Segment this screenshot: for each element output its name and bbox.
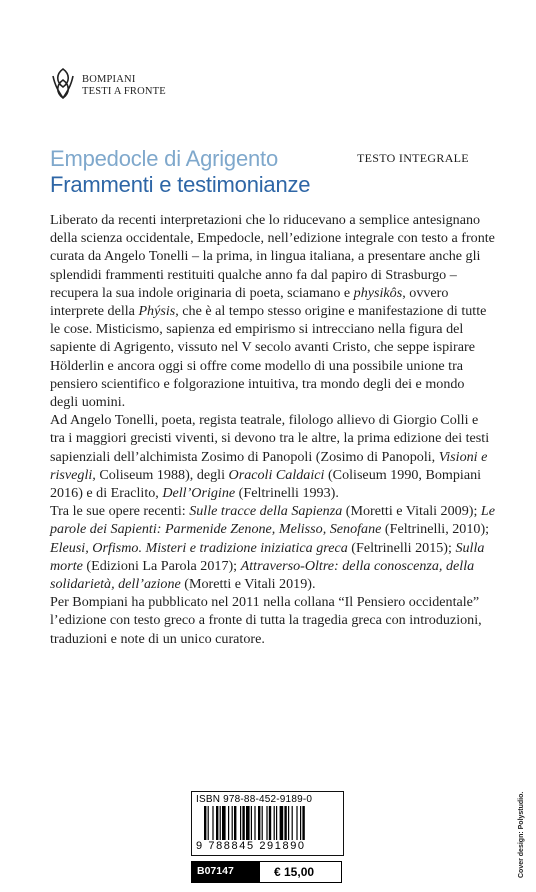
publisher-imprint (82, 74, 166, 98)
text-run: (Edizioni La Parola 2017); (82, 557, 241, 574)
text-run: , ovvero interprete della (50, 284, 449, 320)
barcode-box (191, 791, 344, 856)
text-run: Coliseum 1988), degli (95, 466, 229, 483)
cover-design-credit (508, 760, 525, 880)
text-italic: Sulle tracce della Sapienza (189, 503, 343, 520)
blurb-paragraph-1 (50, 211, 495, 411)
product-code-badge (191, 861, 259, 883)
credit-text: Cover design: Polystudio. (518, 791, 525, 878)
text-run: Ad Angelo Tonelli, poeta, regista teatrale, filologo allievo di Giorgio Colli e tra i maggiori grecisti viventi, si devono tra le altre, la prima edizione dei testi sapienziali dell’alchimista Zosimo di Panopoli (Zosimo di Panopoli, (50, 412, 490, 465)
text-run: (Feltrinelli 1993). (235, 485, 339, 502)
blurb-paragraph-3 (50, 502, 495, 593)
product-code: B07147 (197, 865, 234, 877)
text-italic: Attraverso-Oltre: della conoscenza, della solidarietà, dell’azione (50, 557, 475, 593)
barcode-icon (204, 806, 334, 840)
edition-tag: TESTO INTEGRALE (357, 151, 469, 165)
text-run: , che è al tempo stesso origine e manifestazione di tutte le cose. Misticismo, sapienza ed empirismo si intrecciano nella figura del sapiente di Agrigento, vissuto nel V secolo avanti Cristo, che seppe ispirare Hölderlin e ancora oggi si offre come modello di una possibile unione tra pensiero scientifico e folgorazione intuitiva, tra mondo degli dei e mondo degli uomini. (50, 303, 487, 411)
text-italic: Phýsis (138, 303, 176, 320)
text-run: (Feltrinelli, 2010); (381, 521, 490, 538)
blurb-text (50, 211, 495, 648)
blurb-paragraph-2 (50, 411, 495, 502)
blurb-paragraph-4: Per Bompiani ha pubblicato nel 2011 nella collana “Il Pensiero occidentale” l’edizione con testo greco a fronte di tutta la tragedia greca con introduzioni, traduzioni e note di un unico curatore. (50, 594, 482, 647)
text-run: Liberato da recenti interpretazioni che lo riducevano a semplice antesignano della scienza occidentale, Empedocle, nell’edizione integrale con testo a fronte curata da Angelo Tonelli – la prima, in lingua italiana, a presentare anche gli splendidi frammenti restituiti qualche anno fa dal papiro di Strasburgo – recupera la sua indole originaria di poeta, sciamano e (50, 212, 495, 301)
book-title: Frammenti e testimonianze (50, 172, 311, 197)
imprint-line-1: BOMPIANI (82, 74, 136, 85)
isbn-label: ISBN 978-88-452-9189-0 (196, 794, 313, 805)
text-italic: physikôs (353, 284, 403, 301)
text-italic: Oracoli Caldaici (228, 466, 325, 483)
imprint-line-2: TESTI A FRONTE (82, 86, 166, 97)
price-badge (259, 861, 342, 883)
text-run: Tra le sue opere recenti: (50, 503, 190, 520)
barcode-digits: 9 788845 291890 (196, 840, 306, 852)
title-block (50, 146, 310, 198)
text-italic: Sulla morte (50, 539, 485, 574)
text-run: (Coliseum 1990, Bompiani 2016) e di Eraclito, (50, 466, 482, 502)
book-author: Empedocle di Agrigento (50, 146, 278, 171)
text-run: (Moretti e Vitali 2009); (342, 503, 481, 520)
text-italic: Le parole dei Sapienti: Parmenide Zenone, Melisso, Senofane (50, 503, 495, 538)
text-run: (Feltrinelli 2015); (347, 539, 456, 556)
text-run: (Moretti e Vitali 2019). (180, 576, 316, 593)
text-italic: Eleusi, Orfismo. Misteri e tradizione iniziatica greca (50, 539, 348, 556)
text-italic: Visioni e risvegli, (50, 448, 488, 483)
bompiani-logo-icon (50, 66, 76, 102)
text-italic: Dell’Origine (162, 485, 236, 502)
price-value: € 15,00 (274, 865, 315, 879)
